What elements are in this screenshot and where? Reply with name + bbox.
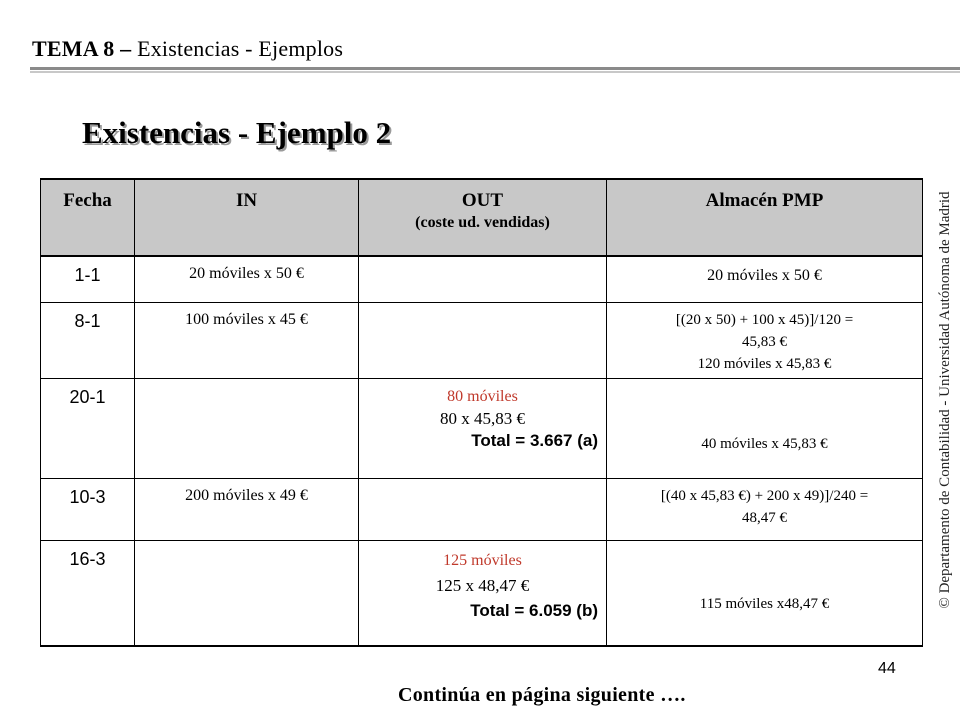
copyright-notice: © Departamento de Contabilidad - Universidad Autónoma de Madrid	[937, 191, 953, 609]
cell-fecha: 10-3	[41, 478, 135, 540]
header-topic-number: TEMA 8 –	[32, 36, 132, 61]
almacen-formula: [(20 x 50) + 100 x 45)]/120 =	[675, 311, 854, 328]
cell-in	[135, 378, 359, 478]
column-header-out	[359, 179, 607, 256]
cell-out	[359, 478, 607, 540]
cell-out	[359, 256, 607, 302]
cell-almacen	[607, 540, 923, 646]
cell-fecha: 1-1	[41, 256, 135, 302]
table-row	[41, 540, 923, 646]
almacen-stock: 120 móviles x 45,83 €	[697, 355, 832, 372]
out-units: 80 móviles	[447, 387, 518, 405]
header-topic-name: Existencias - Ejemplos	[131, 36, 344, 61]
almacen-stock: 115 móviles x48,47 €	[699, 595, 830, 612]
header-divider-shadow	[30, 71, 960, 73]
cell-out	[359, 302, 607, 378]
column-header-in: IN	[135, 179, 359, 256]
cell-almacen: 20 móviles x 50 €	[607, 256, 923, 302]
table-row	[41, 478, 923, 540]
cell-fecha: 20-1	[41, 378, 135, 478]
out-total: Total = 3.667 (a)	[471, 430, 598, 450]
almacen-formula: [(40 x 45,83 €) + 200 x 49)]/240 =	[660, 487, 869, 504]
column-header-out-label: OUT	[461, 190, 504, 211]
page-number: 44	[878, 660, 896, 677]
cell-almacen	[607, 378, 923, 478]
out-units: 125 móviles	[443, 551, 522, 569]
continue-note: Continúa en página siguiente ….	[398, 684, 686, 706]
cell-out	[359, 378, 607, 478]
almacen-unit-cost: 48,47 €	[742, 509, 787, 526]
out-total: Total = 6.059 (b)	[470, 600, 598, 620]
column-header-almacen: Almacén PMP	[607, 179, 923, 256]
header-divider	[30, 67, 960, 70]
cell-out	[359, 540, 607, 646]
out-calculation: 125 x 48,47 €	[435, 575, 530, 595]
cell-in	[135, 540, 359, 646]
out-calculation: 80 x 45,83 €	[440, 408, 525, 428]
cell-in: 20 móviles x 50 €	[135, 256, 359, 302]
cell-in: 100 móviles x 45 €	[135, 302, 359, 378]
table-header-row	[41, 179, 923, 256]
almacen-unit-cost: 45,83 €	[742, 333, 787, 350]
inventory-table	[40, 178, 923, 647]
column-header-fecha: Fecha	[41, 179, 135, 256]
header-title	[32, 36, 343, 62]
column-header-out-sublabel: (coste ud. vendidas)	[415, 214, 550, 231]
table-row	[41, 302, 923, 378]
cell-fecha: 8-1	[41, 302, 135, 378]
almacen-stock: 40 móviles x 45,83 €	[701, 435, 828, 452]
cell-almacen	[607, 478, 923, 540]
table-row	[41, 256, 923, 302]
table-row	[41, 378, 923, 478]
cell-fecha: 16-3	[41, 540, 135, 646]
cell-in: 200 móviles x 49 €	[135, 478, 359, 540]
cell-almacen	[607, 302, 923, 378]
slide-title: Existencias - Ejemplo 2	[82, 115, 392, 150]
